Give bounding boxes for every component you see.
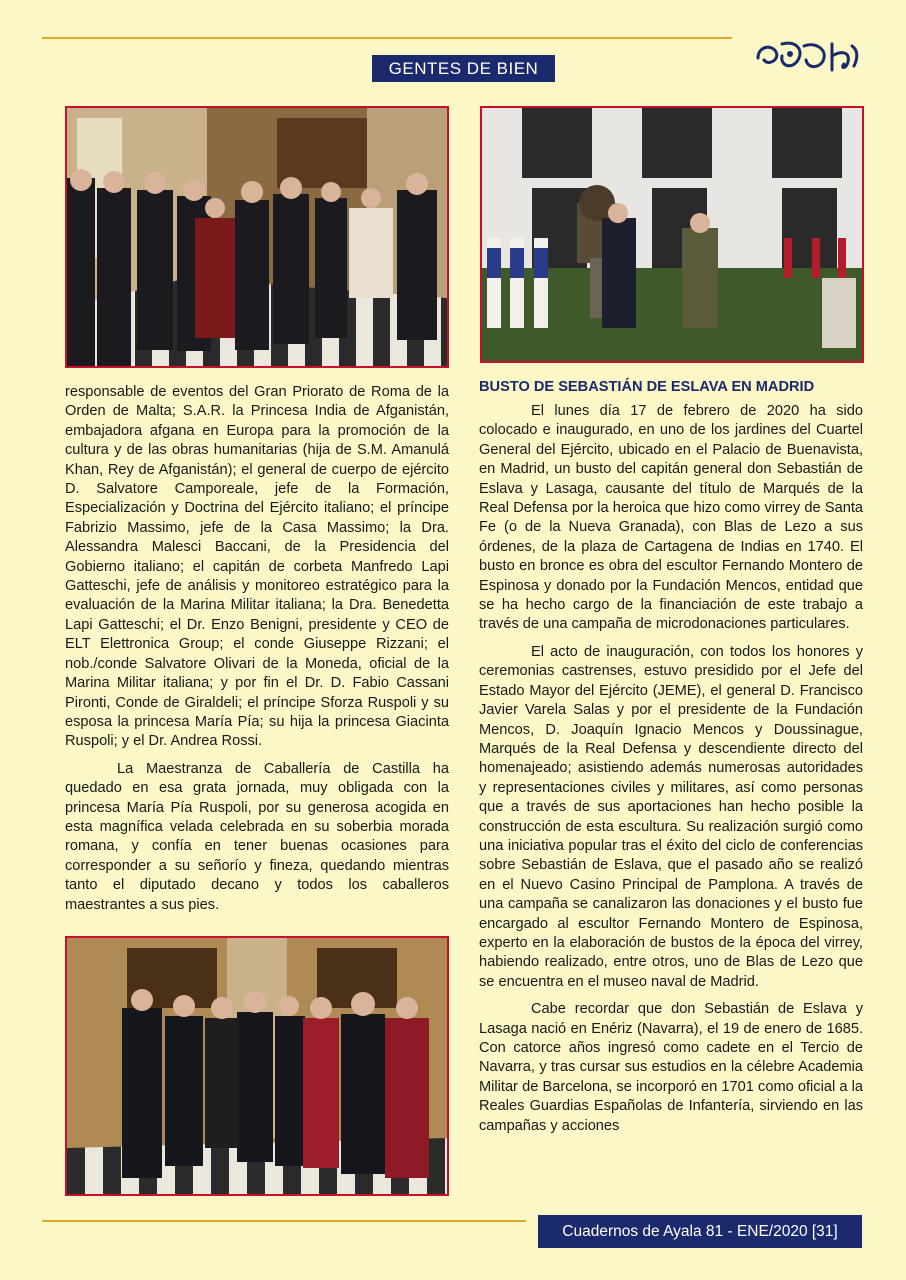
right-paragraph-2: El acto de inauguración, con todos los honores y ceremonias castrenses, estuvo presidido por el Jefe del Estado Mayor del Ejército (JEME), el general D. Francisco Javier Varela Salas y por el presidente de la Fundación Mencos, D. Joaquín Ignacio Mencos y Doussinague, Marqués de la Real Defensa y descendiente directo del homenajeado; asistiendo además numerosas autoridades y representaciones civiles y militares, así como personas que a través de sus aportaciones han hecho posible la construcción de esta escultura. Su realización surgió como una iniciativa popular tras el éxito del ciclo de conferencias sobre Sebastián de Eslava, que el pasado año se realizó en el Nuevo Casino Principal de Pamplona. A través de una campaña se canalizaron las donaciones y el busto fue encargado al escultor Fernando Montero de Espinosa, experto en la elaboración de bustos de la época del virrey, habiendo realizado, entre otros, uno de Blas de Lezo que se encuentra en el museo naval de Madrid. [479,643,863,990]
group-portrait-photo [65,936,449,1196]
left-paragraph-1: responsable de eventos del Gran Priorato de Roma de la Orden de Malta; S.A.R. la Princesa India de Afganistán, embajadora afgana en Europa para la promoción de la cultura y de las obras humanitarias (hija de S.M. Amanulá Khan, Rey de Afganistán); el general de cuerpo de ejército D. Salvatore Camporeale, jefe de la Formación, Especialización y Doctrina del Ejército italiano; el príncipe Fabrizio Massimo, jefe de la Casa Massimo; la Dra. Alessandra Malesci Baccani, de la Presidencia del Gobierno italiano; el capitán de corbeta Manfredo Lapi Gatteschi, jefe de análisis y monitoreo estratégico para la evaluación de la Marina Militar italiana; la Dra. Benedetta Lapi Gatteschi; el Dr. Enzo Benigni, presidente y CEO de ELT Elettronica Group; el conde Giuseppe Rizzani; el nob./conde Salvatore Olivari de la Moneda, oficial de la Marina Militar italiana; y por fin el Dr. D. Fabio Cassani Pironti, Conde de Giraldeli; el príncipe Sforza Ruspoli y su esposa la princesa María Pía; su hija la princesa Giacinta Ruspoli; y el Dr. Andrea Rossi. [65,384,449,750]
right-paragraph-1: El lunes día 17 de febrero de 2020 ha sido colocado e inaugurado, en uno de los jardines del Cuartel General del Ejército, ubicado en el Palacio de Buenavista, en Madrid, un busto del capitán general don Sebastián de Eslava y Lasaga, causante del título de Marqués de la Real Defensa por la heroica que hizo como virrey de Santa Fe (o de la Nueva Granada), con Blas de Lezo a sus órdenes, de la plaza de Cartagena de Indias en 1740. El busto en bronce es obra del escultor Fernando Montero de Espinosa y donado por la Fundación Mencos, entidad que se ha hecho cargo de la financiación de este trabajo a través de una campaña de microdonaciones particulares. [479,403,863,633]
footer-label: Cuadernos de Ayala 81 - ENE/2020 [31] [538,1215,862,1248]
reception-photo-art [67,108,447,366]
header-rule [42,37,732,39]
publication-logo [752,36,864,78]
bust-inauguration-photo [480,106,864,363]
article-heading: BUSTO DE SEBASTIÁN DE ESLAVA EN MADRID [479,379,815,395]
footer-rule [42,1220,526,1222]
portrait-photo-art [67,938,447,1194]
section-title: GENTES DE BIEN [372,55,555,82]
right-text-column [479,402,863,1144]
reception-group-photo [65,106,449,368]
right-paragraph-3: Cabe recordar que don Sebastián de Eslava y Lasaga nació en Enériz (Navarra), el 19 de enero de 1685. Con catorce años ingresó como cadete en el Tercio de Navarra, y tras cursar sus estudios en la célebre Academia Militar de Barcelona, se incorporó en 1701 como oficial a la Reales Guardias Españolas de Infantería, sirviendo en las campañas y acciones [479,1001,863,1134]
left-text-column-top [65,383,449,923]
left-paragraph-2: La Maestranza de Caballería de Castilla ha quedado en esa grata jornada, muy obligada con la princesa María Pía Ruspoli, por su generosa acogida en esta magnífica velada celebrada en su soberbia morada romana, y confía en tener buenas ocasiones para corresponder a su señorío y fineza, quedando mientras tanto el diputado decano y todos los caballeros maestrantes a sus pies. [65,760,449,913]
bust-photo-art [482,108,862,361]
